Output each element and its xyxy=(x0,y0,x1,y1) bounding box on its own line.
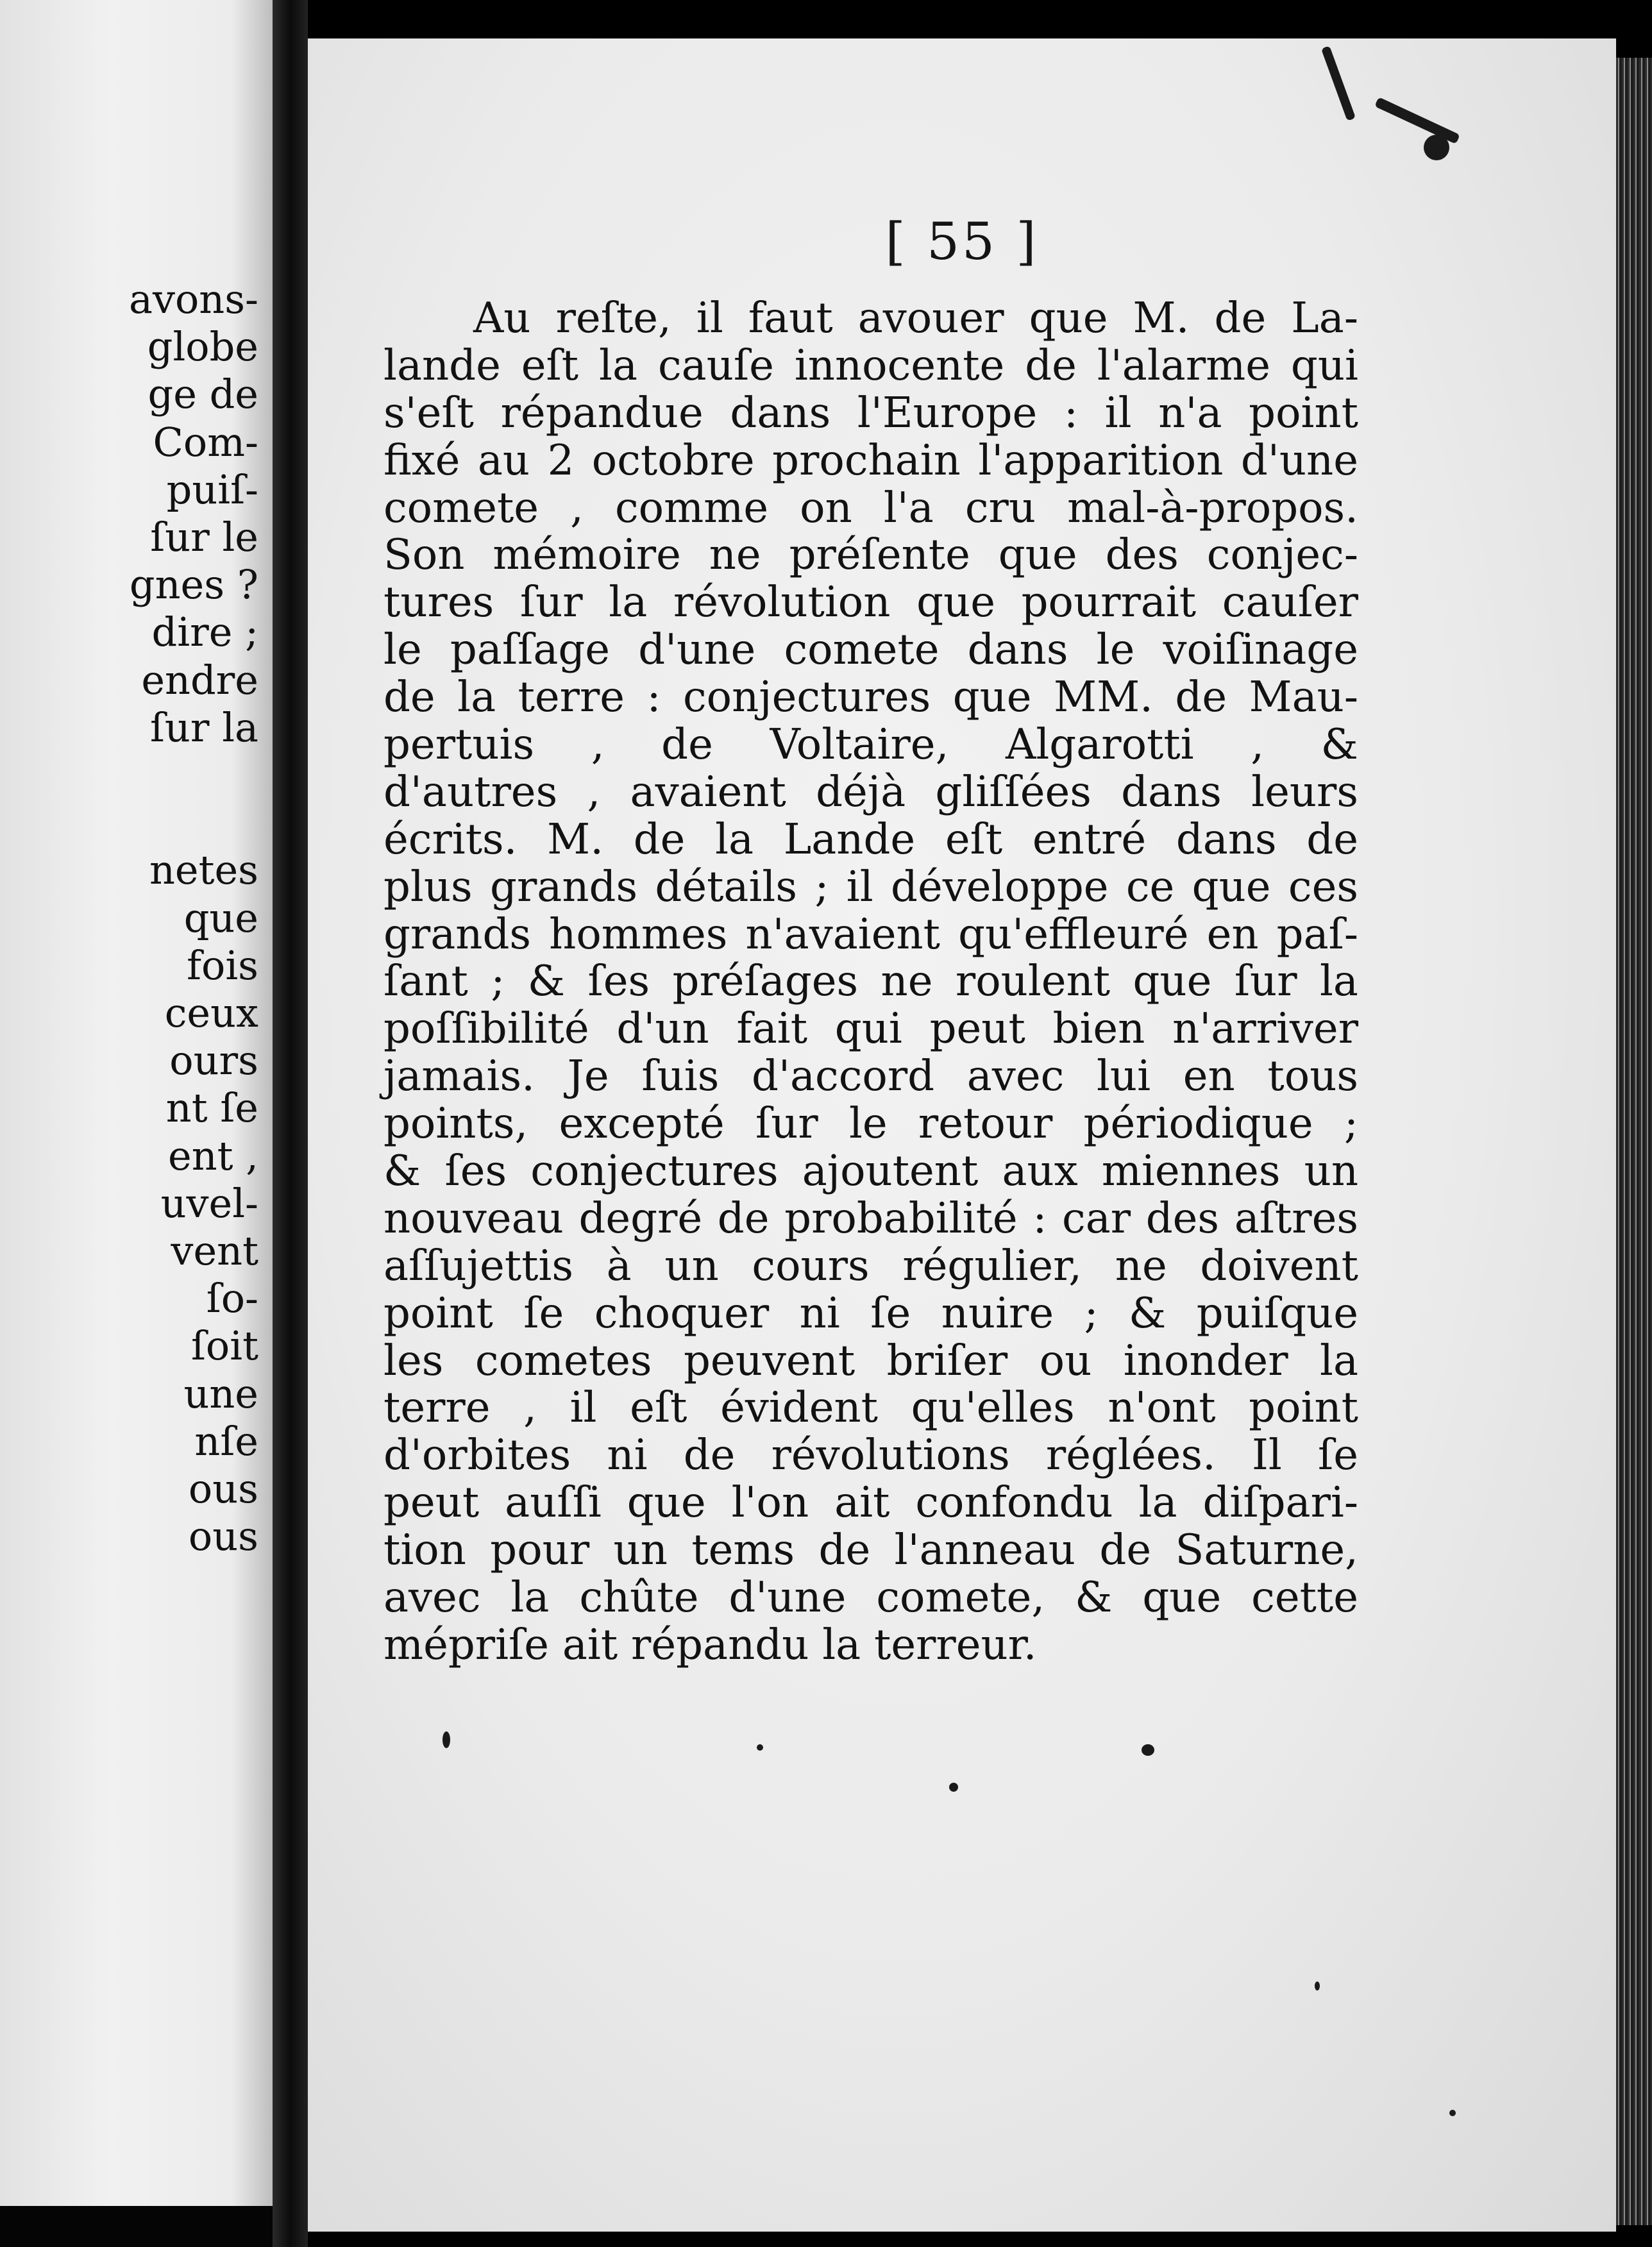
left-page-fragment: ent , xyxy=(168,1132,258,1179)
left-page-fragment: avons- xyxy=(128,276,258,323)
text-line: s'eſt répandue dans l'Europe : il n'a point xyxy=(384,388,1358,437)
page-edge-right xyxy=(1616,58,1652,2225)
left-page-fragment: ceux xyxy=(164,989,258,1036)
right-page xyxy=(308,38,1616,2232)
text-line: les cometes peuvent briſer ou inonder la xyxy=(384,1336,1358,1385)
left-page-fragment: ous xyxy=(188,1465,258,1512)
left-page-fragment: puiſ- xyxy=(166,466,258,513)
left-page-fragment: uvel- xyxy=(160,1179,258,1227)
body-text xyxy=(384,295,1358,1669)
text-line: points, excepté ſur le retour périodique ; xyxy=(384,1099,1358,1149)
text-line: tures ſur la révolution que pourrait cauſer xyxy=(384,578,1358,627)
left-page-fragment: ſo- xyxy=(206,1275,258,1322)
ink-spot xyxy=(1315,1982,1320,1990)
ink-spot xyxy=(1424,135,1449,160)
ink-spot xyxy=(949,1783,958,1792)
text-line: ſant ; & ſes préſages ne roulent que ſur la xyxy=(384,957,1358,1006)
text-line: écrits. M. de la Lande eſt entré dans de xyxy=(384,814,1358,864)
text-line: grands hommes n'avaient qu'effleuré en paſ- xyxy=(384,909,1358,959)
left-page-fragment: ours xyxy=(169,1037,258,1084)
text-line: plus grands détails ; il développe ce que ces xyxy=(384,862,1358,911)
ink-spot xyxy=(1449,2110,1456,2116)
text-line: tion pour un tems de l'anneau de Saturne, xyxy=(384,1526,1358,1575)
left-page-fragment: ſur le xyxy=(150,514,258,560)
ink-spot xyxy=(442,1731,450,1748)
left-page-fragment: ſur la xyxy=(149,703,258,751)
text-line: comete , comme on l'a cru mal-à-propos. xyxy=(384,483,1358,532)
text-line: pertuis , de Voltaire, Algarotti , & xyxy=(384,720,1358,770)
left-page-fragment: endre xyxy=(141,656,258,703)
text-line: de la terre : conjectures que MM. de Mau- xyxy=(384,673,1358,722)
left-page-fragment: que xyxy=(183,894,258,941)
text-line: terre , il eſt évident qu'elles n'ont point xyxy=(384,1383,1358,1433)
left-page-fragment: Com- xyxy=(153,418,258,466)
text-line: poſſibilité d'un fait qui peut bien n'arriver xyxy=(384,1004,1358,1054)
left-page-fragment: une xyxy=(183,1370,258,1417)
text-line: mépriſe ait répandu la terreur. xyxy=(384,1620,1037,1669)
left-page-fragment: gnes ? xyxy=(129,561,258,609)
text-line: point ſe choquer ni ſe nuire ; & puiſque xyxy=(384,1288,1358,1338)
left-page-fragment: nſe xyxy=(194,1417,258,1465)
text-line: nouveau degré de probabilité : car des aſtres xyxy=(384,1193,1358,1243)
left-page-fragment: ge de xyxy=(148,371,258,418)
left-page-fragment: ſoit xyxy=(190,1322,258,1370)
left-page-fragment: dire ; xyxy=(151,609,258,656)
ink-stain xyxy=(1374,97,1460,144)
text-line: peut auſſi que l'on ait confondu la diſpari- xyxy=(384,1478,1358,1527)
text-line: fixé au 2 octobre prochain l'apparition d'une xyxy=(384,435,1358,485)
ink-stain xyxy=(1321,46,1356,121)
text-line: aſſujettis à un cours régulier, ne doivent xyxy=(384,1241,1358,1290)
book-gutter xyxy=(273,0,308,2247)
left-page-fragment: globe xyxy=(147,323,258,371)
text-line: lande eſt la cauſe innocente de l'alarme qui xyxy=(384,341,1358,390)
text-line: & ſes conjectures ajoutent aux miennes un xyxy=(384,1147,1358,1196)
left-page xyxy=(0,0,273,2206)
left-page-fragment: netes xyxy=(149,846,258,894)
left-page-fragment: fois xyxy=(187,941,258,989)
text-line: d'orbites ni de révolutions réglées. Il ſe xyxy=(384,1431,1358,1480)
text-line: Au reſte, il faut avouer que M. de La- xyxy=(473,294,1358,342)
page-number: [ 55 ] xyxy=(885,212,1039,271)
left-page-fragment: ous xyxy=(188,1513,258,1560)
text-line: avec la chûte d'une comete, & que cette xyxy=(384,1573,1358,1622)
left-page-fragment: vent xyxy=(171,1227,258,1274)
ink-spot xyxy=(1142,1744,1154,1756)
ink-spot xyxy=(757,1744,763,1751)
left-page-fragment: nt ſe xyxy=(165,1084,258,1132)
text-line: d'autres , avaient déjà gliſſées dans leurs xyxy=(384,767,1358,816)
text-line: le paſſage d'une comete dans le voiſinage xyxy=(384,625,1358,675)
text-line: Son mémoire ne préſente que des conjec- xyxy=(384,530,1358,580)
text-line: jamais. Je ſuis d'accord avec lui en tous xyxy=(384,1052,1358,1101)
